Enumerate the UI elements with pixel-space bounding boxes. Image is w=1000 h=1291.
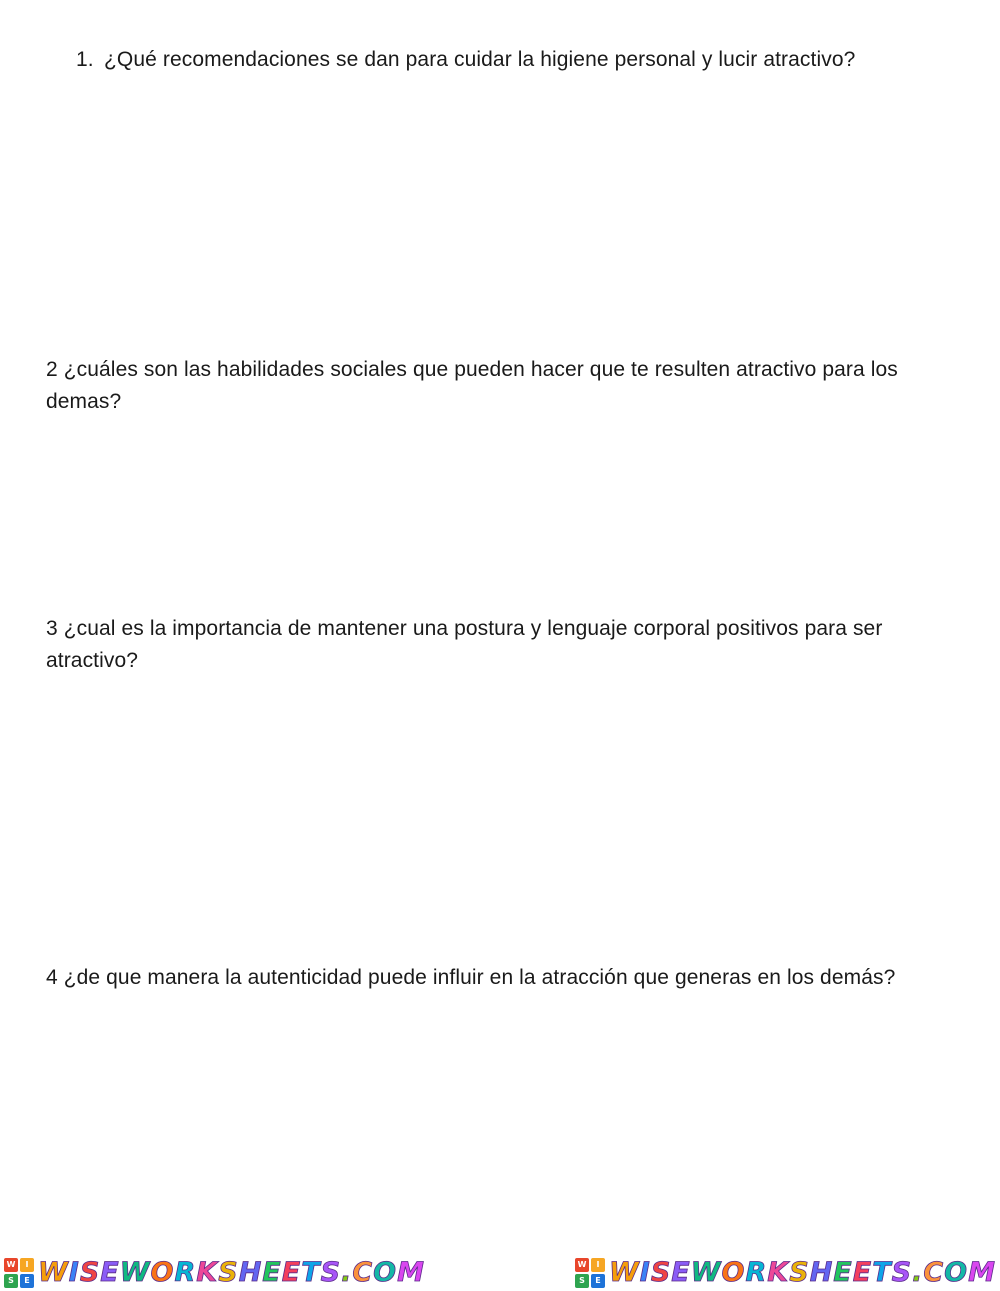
brand-logo-icon	[4, 1258, 34, 1288]
brand-letter: E	[262, 1256, 282, 1288]
brand-letter: S	[79, 1256, 101, 1288]
logo-tile: I	[20, 1258, 34, 1272]
footer-watermark	[0, 1254, 1000, 1291]
brand-letter: E	[833, 1256, 853, 1288]
brand-letter: S	[789, 1256, 810, 1288]
logo-tile: S	[575, 1274, 589, 1288]
question-2: 2 ¿cuáles son las habilidades sociales que pueden hacer que te resulten atractivo para los demas?	[46, 358, 898, 413]
brand-letter: S	[218, 1256, 239, 1288]
logo-tile: E	[591, 1274, 605, 1288]
brand-letter: H	[809, 1256, 834, 1288]
brand-letter: W	[609, 1256, 640, 1288]
brand-letter: R	[745, 1256, 768, 1288]
brand-letter: M	[968, 1256, 996, 1288]
brand-letter: O	[944, 1256, 969, 1288]
question-3: 3 ¿cual es la importancia de mantener una postura y lenguaje corporal positivos para ser atractivo?	[46, 617, 883, 672]
logo-tile: W	[575, 1258, 589, 1272]
brand-letter: E	[281, 1256, 302, 1288]
brand-letter: T	[301, 1256, 321, 1288]
brand-letter: S	[320, 1256, 342, 1288]
brand-letter: W	[119, 1256, 151, 1288]
logo-tile: I	[591, 1258, 605, 1272]
brand-letter: E	[852, 1256, 873, 1288]
brand-letter: .	[912, 1256, 924, 1288]
brand-watermark-right	[575, 1258, 996, 1288]
brand-letter: .	[341, 1256, 353, 1288]
brand-letter: I	[639, 1256, 651, 1288]
question-1-number: 1.	[76, 48, 94, 71]
brand-letter: C	[352, 1256, 374, 1288]
brand-letter: W	[38, 1256, 69, 1288]
brand-letter: H	[238, 1256, 263, 1288]
question-1-text: ¿Qué recomendaciones se dan para cuidar la higiene personal y lucir atractivo?	[104, 48, 856, 71]
brand-text	[609, 1258, 996, 1288]
brand-letter: O	[721, 1256, 746, 1288]
logo-tile: E	[20, 1274, 34, 1288]
brand-letter: E	[671, 1256, 691, 1288]
brand-watermark-left	[4, 1258, 425, 1288]
brand-letter: T	[872, 1256, 892, 1288]
brand-letter: W	[690, 1256, 722, 1288]
brand-letter: O	[150, 1256, 175, 1288]
brand-letter: K	[196, 1256, 219, 1288]
brand-letter: E	[100, 1256, 120, 1288]
brand-text	[38, 1258, 425, 1288]
brand-letter: S	[650, 1256, 672, 1288]
logo-tile: W	[4, 1258, 18, 1272]
brand-letter: R	[174, 1256, 197, 1288]
brand-letter: I	[68, 1256, 80, 1288]
brand-letter: C	[923, 1256, 945, 1288]
brand-letter: S	[891, 1256, 913, 1288]
question-1	[76, 44, 956, 76]
brand-letter: O	[373, 1256, 398, 1288]
brand-logo-icon	[575, 1258, 605, 1288]
brand-letter: M	[397, 1256, 425, 1288]
brand-letter: K	[767, 1256, 790, 1288]
logo-tile: S	[4, 1274, 18, 1288]
question-4: 4 ¿de que manera la autenticidad puede influir en la atracción que generas en los demás?	[46, 966, 896, 989]
